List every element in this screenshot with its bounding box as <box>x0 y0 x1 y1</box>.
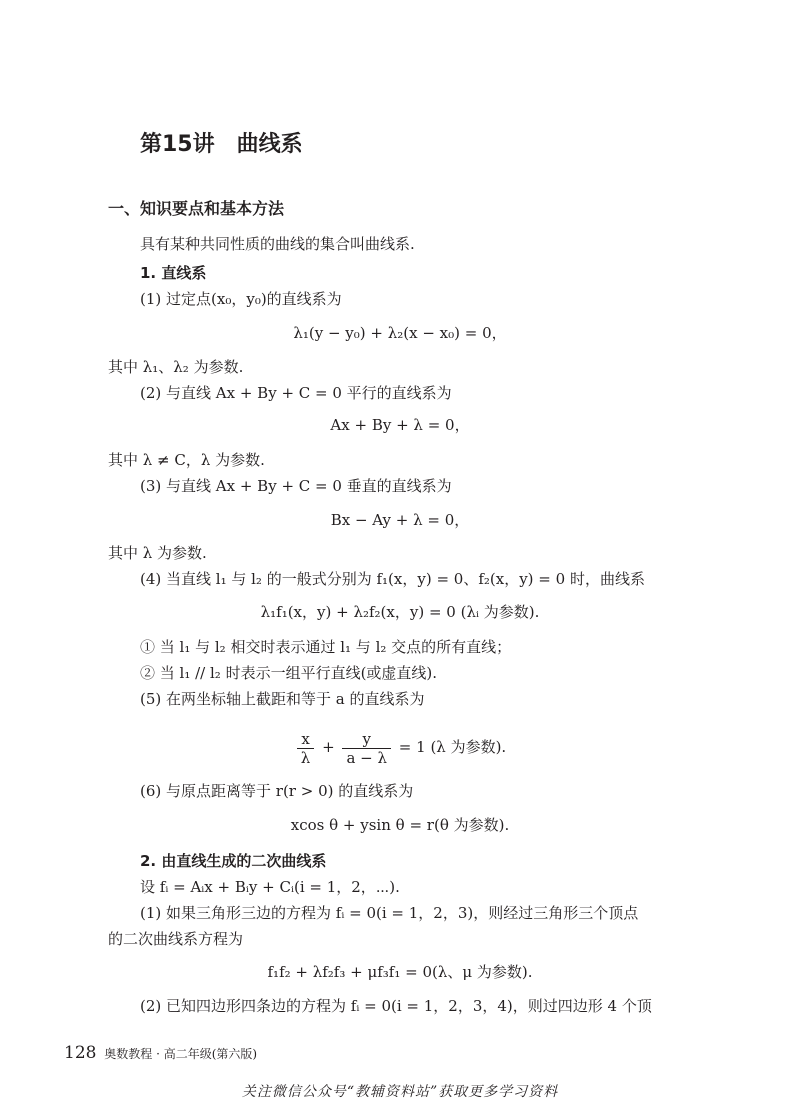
equation-rest: = 1 (λ 为参数). <box>398 738 507 756</box>
chapter-title: 第15讲 曲线系 <box>140 132 303 157</box>
quadrilateral-line-1: (2) 已知四边形四条边的方程为 fᵢ = 0(i = 1，2，3，4)，则过四边形 4 个顶 <box>140 997 652 1015</box>
case-2: ② 当 l₁ // l₂ 时表示一组平行直线(或虚直线). <box>140 664 438 682</box>
watermark-text: 关注微信公众号“教辅资料站”获取更多学习资料 <box>241 1084 559 1100</box>
triangle-line-1: (1) 如果三角形三边的方程为 fᵢ = 0(i = 1，2，3)，则经过三角形三个顶点 <box>140 904 639 922</box>
equation-5 <box>0 727 800 767</box>
item-2: (2) 与直线 Ax + By + C = 0 平行的直线系为 <box>140 384 452 402</box>
fraction-numerator: y <box>342 730 391 749</box>
equation-4: λ₁f₁(x，y) + λ₂f₂(x，y) = 0 (λᵢ 为参数). <box>260 603 540 621</box>
fraction-x-over-lambda <box>297 730 315 767</box>
fraction-y-over-a-minus-lambda <box>342 730 391 767</box>
note-3: 其中 λ 为参数. <box>108 544 207 562</box>
item-1: (1) 过定点(x₀，y₀)的直线系为 <box>140 290 342 308</box>
section-heading: 一、知识要点和基本方法 <box>108 199 285 218</box>
item-3: (3) 与直线 Ax + By + C = 0 垂直的直线系为 <box>140 477 452 495</box>
definition-line: 设 fᵢ = Aᵢx + Bᵢy + Cᵢ(i = 1，2，⋯). <box>140 878 400 896</box>
item-5: (5) 在两坐标轴上截距和等于 a 的直线系为 <box>140 690 425 708</box>
subsection-heading-2: 2. 由直线生成的二次曲线系 <box>140 852 327 870</box>
intro-text: 具有某种共同性质的曲线的集合叫曲线系. <box>140 235 415 253</box>
book-title: 奥数教程 · 高二年级(第六版) <box>104 1047 258 1061</box>
equation-1: λ₁(y − y₀) + λ₂(x − x₀) = 0， <box>293 324 507 342</box>
plus-sign: + <box>322 738 335 756</box>
subsection-heading-1: 1. 直线系 <box>140 264 207 282</box>
case-1: ① 当 l₁ 与 l₂ 相交时表示通过 l₁ 与 l₂ 交点的所有直线； <box>140 638 512 656</box>
note-1: 其中 λ₁、λ₂ 为参数. <box>108 358 244 376</box>
note-2: 其中 λ ≠ C，λ 为参数. <box>108 451 265 469</box>
equation-6: xcos θ + ysin θ = r(θ 为参数). <box>290 816 510 834</box>
equation-3: Bx − Ay + λ = 0， <box>330 511 470 529</box>
fraction-denominator: a − λ <box>346 748 388 767</box>
equation-2: Ax + By + λ = 0， <box>330 416 470 434</box>
item-4: (4) 当直线 l₁ 与 l₂ 的一般式分别为 f₁(x，y) = 0、f₂(x，y) = 0 时，曲线系 <box>140 570 645 588</box>
page-footer <box>64 1042 257 1065</box>
item-6: (6) 与原点距离等于 r(r > 0) 的直线系为 <box>140 782 414 800</box>
fraction-numerator: x <box>297 730 315 749</box>
fraction-denominator: λ <box>300 748 311 767</box>
triangle-line-2: 的二次曲线系方程为 <box>108 930 244 948</box>
page-number: 128 <box>64 1043 97 1063</box>
equation-7: f₁f₂ + λf₂f₃ + μf₃f₁ = 0(λ、μ 为参数). <box>267 963 533 981</box>
